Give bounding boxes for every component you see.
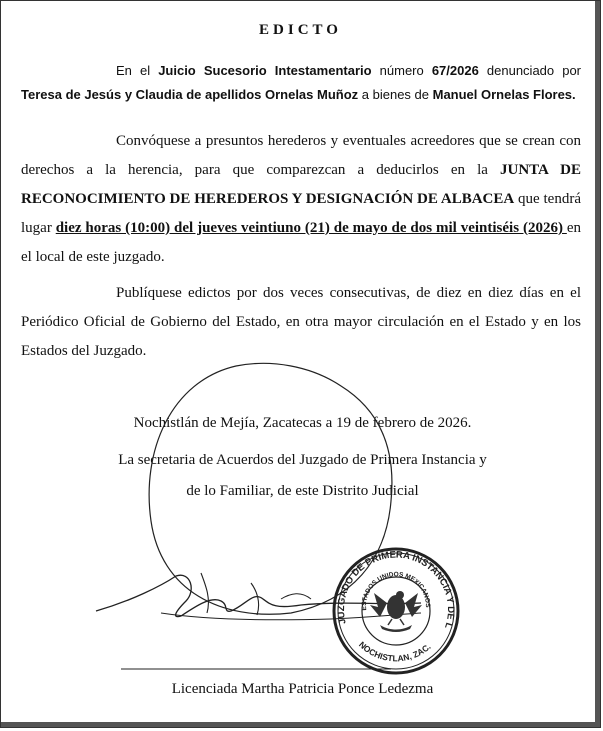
p1-text-a: En el [116, 63, 159, 78]
document-title: EDICTO [259, 22, 342, 38]
court-seal [334, 549, 458, 673]
closing-line-2: La secretaria de Acuerdos del Juzgado de Primera Instancia y [118, 452, 487, 468]
p2-text-a: Convóquese a presuntos herederos y eventuales acreedores que se crean con derechos a la herencia, para que comparezcan a deducirlos en la [21, 133, 581, 178]
deceased-name: Manuel Ornelas Flores. [432, 87, 576, 102]
place-date: Nochistlán de Mejía, Zacatecas a 19 de febrero de 2026. [133, 415, 472, 431]
signature-stroke-5 [281, 594, 311, 599]
signer-name: Licenciada Martha Patricia Ponce Ledezma [171, 681, 434, 697]
hearing-name: JUNTA DE RECONOCIMIENTO DE HEREDEROS Y DESIGNACIÓN DE ALBACEA [21, 162, 581, 207]
hearing-datetime: diez horas (10:00) del jueves veintiuno (21) de mayo de dos mil veintiséis (2026) [55, 220, 567, 236]
p2-text-c: que tendrá lugar [21, 191, 581, 236]
case-type: Juicio Sucesorio Intestamentario [158, 63, 372, 78]
seal-outer-text: JUZGADO DE PRIMERA INSTANCIA Y DE L [335, 549, 457, 630]
signature-seal-overlay [1, 1, 603, 731]
seal-inner-text: ESTADOS UNIDOS MEXICANOS [360, 571, 432, 611]
p1-text-e: denunciado por [478, 63, 582, 78]
closing-line-3: de lo Familiar, de este Distrito Judicial [186, 483, 419, 499]
p2-text-e: en el local de este juzgado. [21, 220, 581, 265]
signature-stroke-4 [251, 583, 259, 615]
p3-text: Publíquese edictos por dos veces consecutivas, de diez en diez días en el Periódico Oficial de Gobierno del Estado, en otra mayor circulación en el Estado y en los Estados del Juzgado. [21, 285, 581, 359]
seal-bottom-text: NOCHISTLAN, ZAC. [356, 639, 433, 664]
signature-stroke-3 [201, 573, 208, 613]
p1-text-c: número [371, 63, 432, 78]
claimants: Teresa de Jesús y Claudia de apellidos Ornelas Muñoz [21, 87, 359, 102]
eagle-emblem-icon [370, 591, 422, 632]
p1-text-g: a bienes de [358, 87, 433, 102]
signature-underline [161, 613, 421, 620]
case-number: 67/2026 [431, 63, 479, 78]
